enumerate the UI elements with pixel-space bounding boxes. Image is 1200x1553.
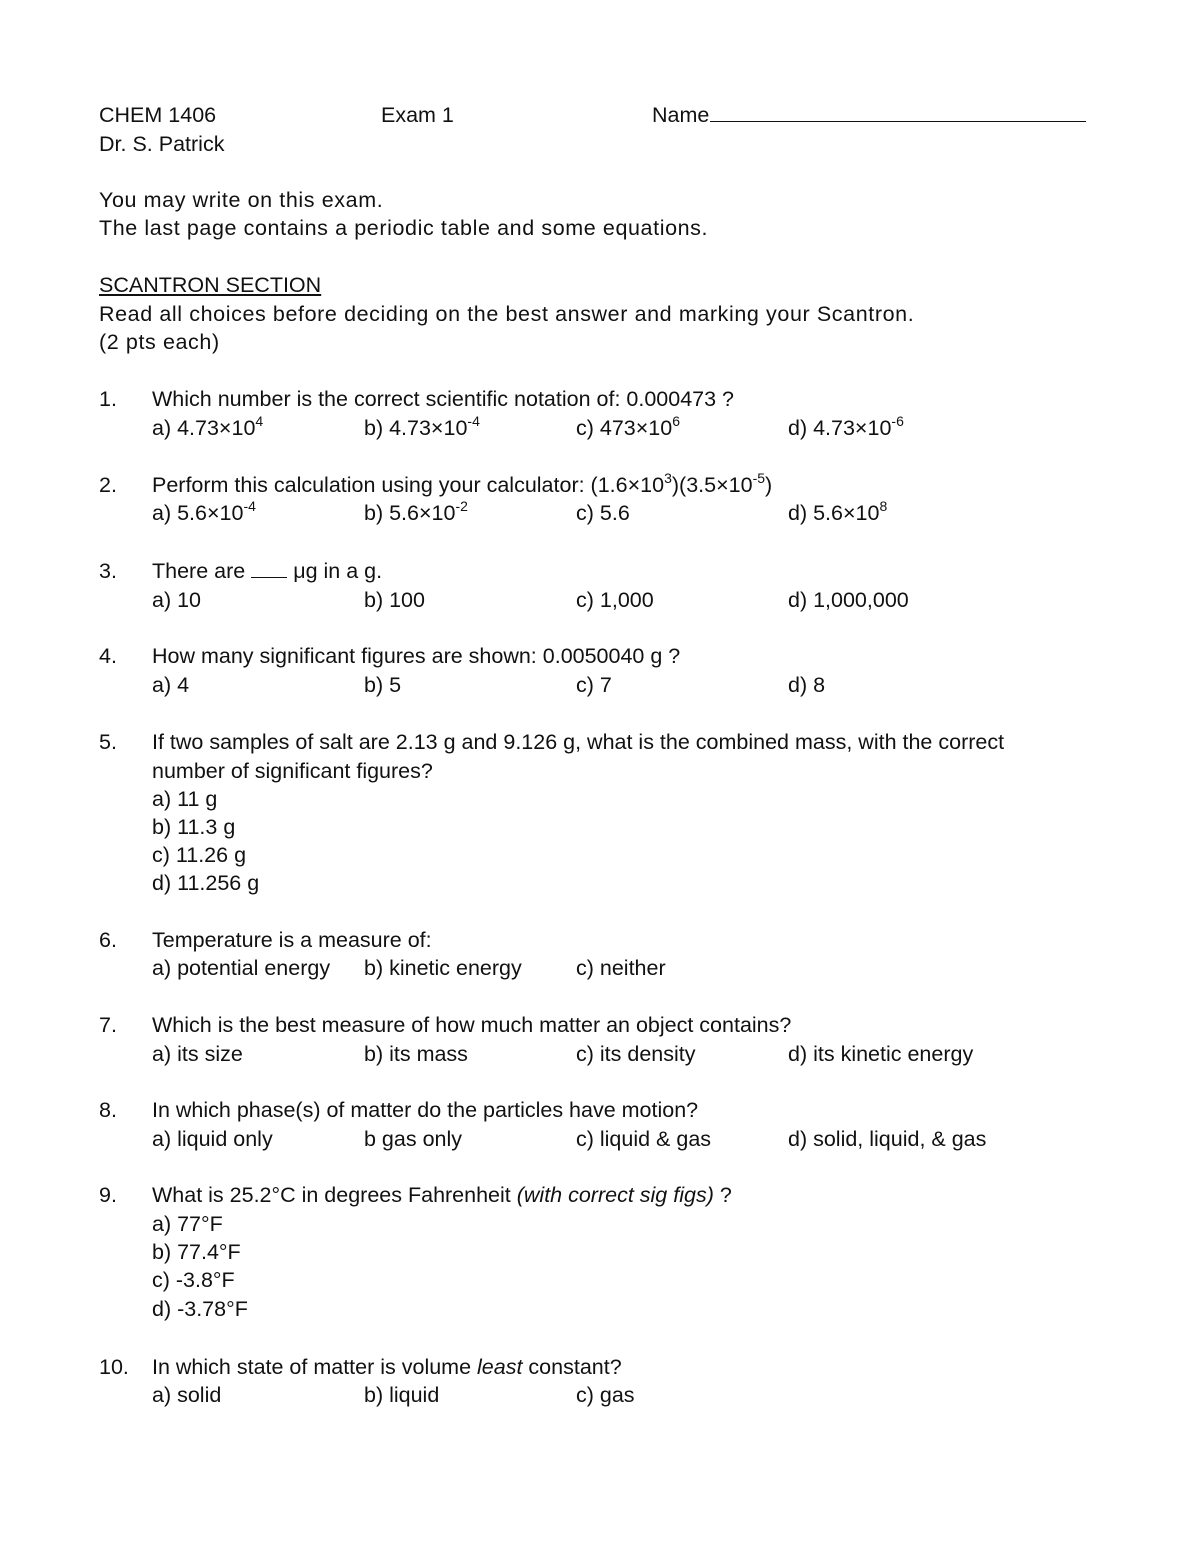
course-code: CHEM 1406 bbox=[99, 103, 217, 127]
answer-option: c) 7 bbox=[576, 673, 612, 697]
name-blank-line[interactable] bbox=[710, 101, 1086, 122]
answer-option: b) 77.4°F bbox=[152, 1240, 241, 1264]
question-number: 2. bbox=[99, 473, 117, 497]
question-text: Perform this calculation using your calculator: $(1.6\times 10^3)(3.5\times 10^{-5})$ bbox=[152, 470, 773, 497]
answer-option: a) its size bbox=[152, 1042, 243, 1066]
question-number: 9. bbox=[99, 1183, 117, 1207]
question-text: In which phase(s) of matter do the particles have motion? bbox=[152, 1098, 699, 1122]
answer-option: b) $5.6\times 10^{-2}$ bbox=[364, 498, 468, 525]
answer-option: c) 1,000 bbox=[576, 588, 654, 612]
name-label: Name bbox=[652, 103, 710, 127]
answer-option: a) 4 bbox=[152, 673, 190, 697]
answer-option: a) 77°F bbox=[152, 1212, 223, 1236]
answer-option: c) its density bbox=[576, 1042, 696, 1066]
answer-option: d) $4.73\times 10^{-6}$ bbox=[788, 413, 904, 440]
answer-option: a) potential energy bbox=[152, 956, 331, 980]
answer-option: b) liquid bbox=[364, 1383, 440, 1407]
answer-option: c) -3.8°F bbox=[152, 1268, 235, 1292]
instructor-name: Dr. S. Patrick bbox=[99, 132, 225, 156]
instruction-line-1: You may write on this exam. bbox=[99, 188, 384, 212]
answer-option: b) 11.3 g bbox=[152, 815, 236, 839]
answer-option: b) 100 bbox=[364, 588, 425, 612]
instruction-line-2: The last page contains a periodic table and some equations. bbox=[99, 216, 709, 240]
question-number: 3. bbox=[99, 559, 117, 583]
answer-option: d) solid, liquid, & gas bbox=[788, 1127, 987, 1151]
question-text-continued: number of significant figures? bbox=[152, 759, 433, 783]
answer-option: a) solid bbox=[152, 1383, 222, 1407]
question-text: Which number is the correct scientific notation of: 0.000473 ? bbox=[152, 387, 735, 411]
question-number: 4. bbox=[99, 644, 117, 668]
question-number: 5. bbox=[99, 730, 117, 754]
answer-option: d) 1,000,000 bbox=[788, 588, 909, 612]
answer-option: d) its kinetic energy bbox=[788, 1042, 974, 1066]
answer-option: b) $4.73\times 10^{-4}$ bbox=[364, 413, 480, 440]
question-text: How many significant figures are shown: 0.0050040 g ? bbox=[152, 644, 681, 668]
question-number: 1. bbox=[99, 387, 117, 411]
answer-option: c) 5.6 bbox=[576, 501, 630, 525]
section-title: SCANTRON SECTION bbox=[99, 273, 322, 297]
answer-option: d) 11.256 g bbox=[152, 871, 260, 895]
question-number: 10. bbox=[99, 1355, 129, 1379]
question-number: 6. bbox=[99, 928, 117, 952]
question-text: In which state of matter is volume least constant? bbox=[152, 1355, 622, 1379]
answer-option: c) liquid & gas bbox=[576, 1127, 712, 1151]
name-field[interactable] bbox=[652, 101, 1086, 129]
exam-title: Exam 1 bbox=[381, 103, 454, 127]
answer-option: b gas only bbox=[364, 1127, 463, 1151]
question-text: Temperature is a measure of: bbox=[152, 928, 432, 952]
answer-option: c) neither bbox=[576, 956, 666, 980]
question-text: If two samples of salt are 2.13 g and 9.126 g, what is the combined mass, with the correct bbox=[152, 730, 1005, 754]
answer-option: d) 8 bbox=[788, 673, 826, 697]
answer-option: b) 5 bbox=[364, 673, 402, 697]
question-number: 7. bbox=[99, 1013, 117, 1037]
answer-option: a) 11 g bbox=[152, 787, 218, 811]
answer-option: a) $5.6\times 10^{-4}$ bbox=[152, 498, 256, 525]
answer-option: b) kinetic energy bbox=[364, 956, 522, 980]
answer-option: a) 10 bbox=[152, 588, 202, 612]
answer-option: d) $5.6\times 10^8$ bbox=[788, 498, 888, 525]
section-instruction: Read all choices before deciding on the best answer and marking your Scantron. bbox=[99, 302, 915, 326]
question-text: Which is the best measure of how much matter an object contains? bbox=[152, 1013, 792, 1037]
question-text: What is 25.2°C in degrees Fahrenheit (with correct sig figs) ? bbox=[152, 1183, 732, 1207]
answer-option: d) -3.78°F bbox=[152, 1297, 248, 1321]
answer-option: a) liquid only bbox=[152, 1127, 273, 1151]
answer-option: c) gas bbox=[576, 1383, 635, 1407]
section-points: (2 pts each) bbox=[99, 330, 220, 354]
answer-option: c) $473\times 10^6$ bbox=[576, 413, 681, 440]
answer-option: b) its mass bbox=[364, 1042, 468, 1066]
answer-option: a) $4.73\times 10^4$ bbox=[152, 413, 264, 440]
question-number: 8. bbox=[99, 1098, 117, 1122]
answer-option: c) 11.26 g bbox=[152, 843, 247, 867]
question-text: There are μg in a g. bbox=[152, 559, 383, 583]
fill-in-blank bbox=[251, 559, 287, 578]
